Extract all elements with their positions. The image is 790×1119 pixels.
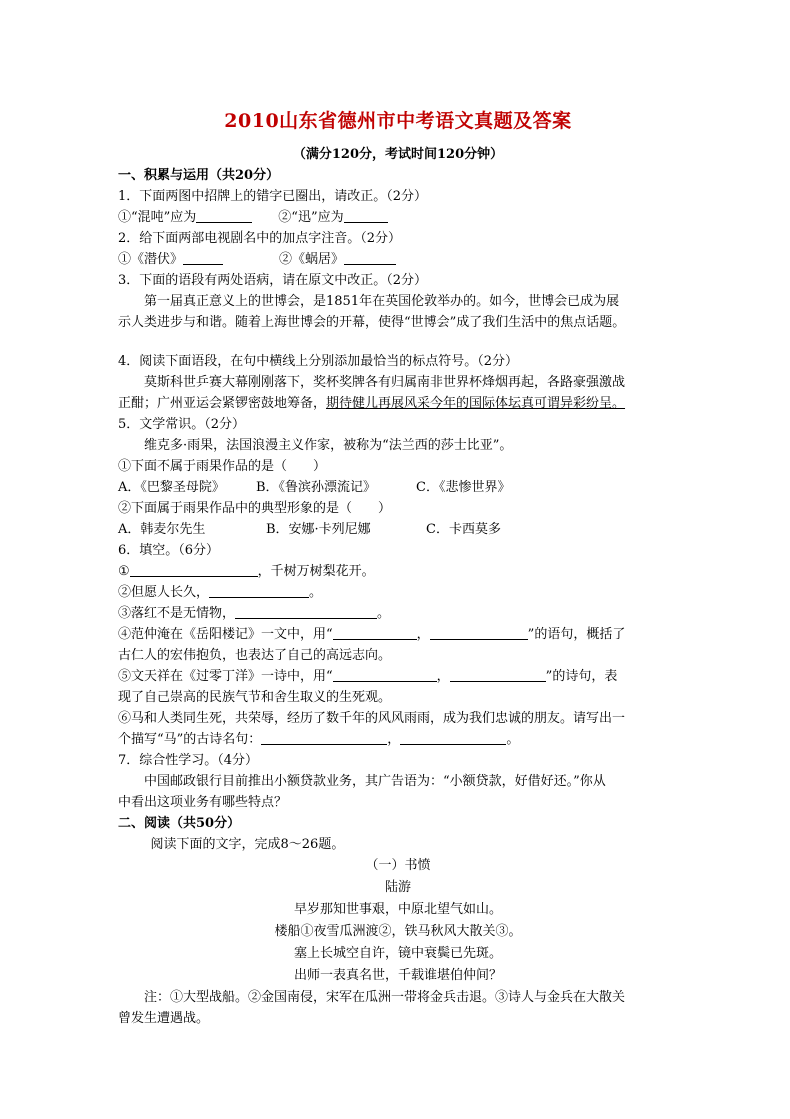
answer-blank[interactable] (130, 562, 258, 577)
question-3-passage-line: 示人类进步与和谐。随着上海世博会的开幕，使得“世博会”成了我们生活中的焦点话题。 (118, 315, 626, 330)
question-1-stem: 1．下面两图中招牌上的错字已圈出，请改正。（2分） (118, 189, 428, 204)
item-text: ”的语句，概括了 (527, 627, 626, 642)
item-text: ③落红不是无情物， (118, 606, 236, 621)
exam-page (118, 100, 678, 1029)
question-2-stem: 2．给下面两部电视剧名中的加点字注音。（2分） (118, 231, 402, 246)
answer-blank[interactable] (430, 625, 528, 640)
item-text: ， (436, 669, 450, 684)
answer-blank[interactable] (235, 604, 377, 619)
item-text: ， (416, 627, 430, 642)
page-subtitle: （满分120分，考试时间120分钟） (292, 147, 504, 162)
question-1b-label: ②“迅”应为 (278, 210, 344, 225)
section-heading-2: 二、阅读（共50分） (118, 816, 241, 831)
option-b[interactable]: B．《鲁滨孙漂流记》 (256, 480, 377, 495)
item-text: ④范仲淹在《岳阳楼记》一文中，用“ (118, 627, 333, 642)
poem-line: 塞上长城空自许，镜中衰鬓已先斑。 (293, 946, 502, 961)
page-title: 2010山东省德州市中考语文真题及答案 (224, 110, 572, 132)
question-2-answers (118, 249, 678, 270)
poem-note-cont: 曾发生遭遇战。 (118, 1011, 210, 1026)
question-6-item (118, 603, 678, 624)
answer-blank[interactable] (400, 730, 506, 745)
poem-line: 出师一表真名世，千载谁堪伯仲间？ (293, 968, 502, 983)
poem-line: 早岁那知世事艰，中原北望气如山。 (293, 902, 502, 917)
poem-block (118, 855, 678, 987)
question-4-text: 正酣；广州亚运会紧锣密鼓地筹备， (118, 396, 327, 411)
question-3-stem: 3．下面的语段有两处语病，请在原文中改正。（2分） (118, 273, 428, 288)
question-5-sub2: ②下面属于雨果作品中的典型形象的是（ ） (118, 501, 392, 516)
question-6-item-cont: 古仁人的宏伟抱负，也表达了自己的高远志向。 (118, 648, 392, 663)
answer-blank[interactable] (333, 667, 437, 682)
poem-note: 注：①大型战船。②金国南侵，宋军在瓜洲一带将金兵击退。③诗人与金兵在大散关 (144, 990, 626, 1005)
question-6-item (118, 561, 678, 582)
item-text: 。 (377, 606, 391, 621)
question-2b-label: ②《蜗居》 (279, 252, 345, 267)
item-number: ① (118, 564, 130, 579)
poem-line: 楼船①夜雪瓜洲渡②，铁马秋风大散关③。 (274, 924, 522, 939)
item-text: ”的诗句，表 (545, 669, 618, 684)
question-6-item-cont: 现了自己崇高的民族气节和舍生取义的生死观。 (118, 690, 392, 705)
question-5-intro: 维克多·雨果，法国浪漫主义作家，被称为“法兰西的莎士比亚”。 (144, 438, 513, 453)
section-heading-1: 一、积累与运用（共20分） (118, 168, 280, 183)
poem-author: 陆游 (384, 880, 411, 895)
question-1a-label: ①“混吨”应为 (118, 210, 197, 225)
question-6-item (118, 666, 678, 687)
item-text: 。 (309, 585, 323, 600)
answer-blank[interactable] (450, 667, 546, 682)
answer-blank[interactable] (333, 625, 417, 640)
question-7-stem: 7．综合性学习。（4分） (118, 753, 259, 768)
question-7-passage-line: 中国邮政银行目前推出小额贷款业务，其广告语为：“小额贷款，好借好还。”你从 (144, 774, 606, 789)
question-6-item: ⑥马和人类同生死，共荣辱，经历了数千年的风风雨雨，成为我们忠诚的朋友。请写出一 (118, 711, 626, 726)
answer-blank[interactable] (261, 730, 387, 745)
answer-blank[interactable] (344, 250, 396, 265)
item-text: 。 (506, 732, 520, 747)
item-text: ⑤文天祥在《过零丁洋》一诗中，用“ (118, 669, 333, 684)
question-5-sub2-options (118, 519, 678, 540)
item-text: ②但愿人长久， (118, 585, 210, 600)
question-4-stem: 4．阅读下面语段，在句中横线上分别添加最恰当的标点符号。（2分） (118, 354, 519, 369)
question-3-passage-line: 第一届真正意义上的世博会，是1851年在英国伦敦举办的。如今，世博会已成为展 (144, 294, 620, 309)
question-6-stem: 6．填空。（6分） (118, 543, 220, 558)
option-a[interactable]: A．韩麦尔先生 (118, 522, 206, 537)
question-4-underlined-text: 期待健儿再展风采今年的国际体坛真可谓异彩纷呈。 (326, 396, 626, 411)
question-4-passage-line: 莫斯科世乒赛大幕刚刚落下，奖杯奖牌各有归属南非世界杯烽烟再起，各路豪强激战 (144, 375, 626, 390)
question-6-item (118, 582, 678, 603)
question-6-item-cont (118, 729, 678, 750)
question-4-passage-line (118, 393, 678, 414)
answer-blank[interactable] (183, 250, 223, 265)
item-text: ， (387, 732, 401, 747)
question-1-answers (118, 207, 678, 228)
answer-blank[interactable] (209, 583, 309, 598)
option-a[interactable]: A．《巴黎圣母院》 (118, 480, 225, 495)
question-7-passage-line: 中看出这项业务有哪些特点？ (118, 795, 288, 810)
reading-intro: 阅读下面的文字，完成8～26题。 (150, 837, 345, 852)
option-b[interactable]: B．安娜·卡列尼娜 (266, 522, 371, 537)
question-5-sub1-options (118, 477, 678, 498)
option-c[interactable]: C．卡西莫多 (426, 522, 501, 537)
option-c[interactable]: C．《悲惨世界》 (416, 480, 511, 495)
answer-blank[interactable] (196, 208, 252, 223)
question-5-sub1: ①下面不属于雨果作品的是（ ） (118, 459, 327, 474)
poem-part-title: （一）书愤 (365, 858, 431, 873)
question-2a-label: ①《潜伏》 (118, 252, 184, 267)
answer-blank[interactable] (344, 208, 388, 223)
question-5-stem: 5．文学常识。（2分） (118, 417, 246, 432)
question-6-item (118, 624, 678, 645)
item-text: 个描写“马”的古诗名句： (118, 732, 262, 747)
item-text: ，千树万树梨花开。 (257, 564, 375, 579)
